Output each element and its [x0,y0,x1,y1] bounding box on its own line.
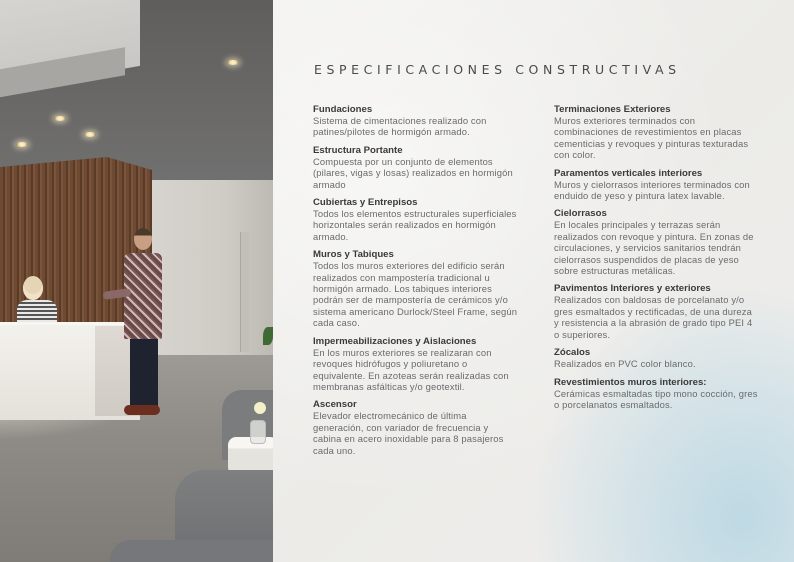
spec-body: Muros y cielorrasos interiores terminados con enduido de yeso y pintura latex lavable. [554,178,750,202]
spec-body: Realizados con baldosas de porcelanato y/o gres esmaltados y rectificadas, de una dureza y resistencia a la abrasión de grado tipo PEI 4 o superiores. [554,294,753,340]
spec-body: Compuesta por un conjunto de elementos (pilares, vigas y losas) realizados en hormigón armado [313,155,513,190]
specifications-panel [273,0,794,562]
spec-heading: Impermeabilizaciones y Aislaciones [313,335,477,347]
spec-body: Todos los muros exteriores del edificio serán realizados con mampostería tradicional u hormigón armado. Los tabiques interiores podrán ser de mampostería de cerámicos y/o sistema americano Durlock/Steel Frame, según cada caso. [313,260,518,329]
spec-body: Realizados en PVC color blanco. [554,358,696,370]
sofa-seat [110,540,273,562]
ceiling-light-icon [54,116,66,121]
spec-body: Cerámicas esmaltadas tipo mono cocción, gres o porcelanatos esmaltados. [554,387,758,410]
spec-heading: Muros y Tabiques [313,249,394,261]
specs-column-right [554,104,759,417]
spec-item [313,249,518,328]
spec-heading: Terminaciones Exteriores [554,104,671,115]
spec-item [313,145,518,190]
spec-heading: Zócalos [554,347,591,359]
spec-heading: Pavimentos Interiores y exteriores [554,283,711,295]
flower-icon [254,402,266,414]
ceiling-light-icon [84,132,96,137]
spec-item [554,104,759,161]
spec-body: Muros exteriores terminados con combinaciones de revestimientos en placas cementicias y revoques y pinturas texturadas con color. [554,115,749,161]
spec-heading: Cielorrasos [554,208,607,220]
visitor-head [134,228,152,250]
visitor-body [124,253,162,339]
vase-icon [250,420,266,444]
spec-item [554,347,759,369]
plant-icon [263,327,273,345]
spec-item [554,168,759,202]
spec-item [313,399,518,456]
page-title: ESPECIFICACIONES CONSTRUCTIVAS [314,62,681,77]
white-wall [150,180,273,360]
visitor-legs [130,330,158,408]
visitor-shoes [124,405,160,415]
spec-body: Sistema de cimentaciones realizado con patines/pilotes de hormigón armado. [313,115,487,138]
spec-item [313,336,518,393]
spec-body: Elevador electromecánico de última generación, con variador de frecuencia y cabina en acero inoxidable para 8 pasajeros cada uno. [313,410,504,456]
spec-heading: Revestimientos muros interiores: [554,376,707,388]
spec-item [313,197,518,242]
spec-body: En locales principales y terrazas serán realizados con revoque y pintura. En zonas de circulaciones, y servicios sanitarios tendrán cielorrasos suspendidos de placas de yeso sobre estructuras metálicas. [554,219,754,277]
receptionist-head [23,276,43,300]
spec-item [313,104,518,138]
specs-column-left [313,104,518,463]
door-frame [240,232,249,352]
spec-heading: Paramentos verticales interiores [554,167,703,179]
lobby-photo [0,0,273,562]
spec-item [554,208,759,276]
ceiling-light-icon [16,142,28,147]
spec-heading: Estructura Portante [313,144,403,156]
spec-heading: Ascensor [313,399,357,411]
spec-item [554,377,759,411]
spec-body: En los muros exteriores se realizaran con revoques hidrófugos y poliuretano o equivalente. En azoteas serán realizadas con membranas asfálticas y/o geotextil. [313,346,509,392]
spec-item [554,283,759,340]
spec-heading: Fundaciones [313,104,373,115]
ceiling-light-icon [227,60,239,65]
spec-heading: Cubiertas y Entrepisos [313,197,418,209]
spec-body: Todos los elementos estructurales superficiales horizontales serán realizados en hormigón armado. [313,208,517,242]
